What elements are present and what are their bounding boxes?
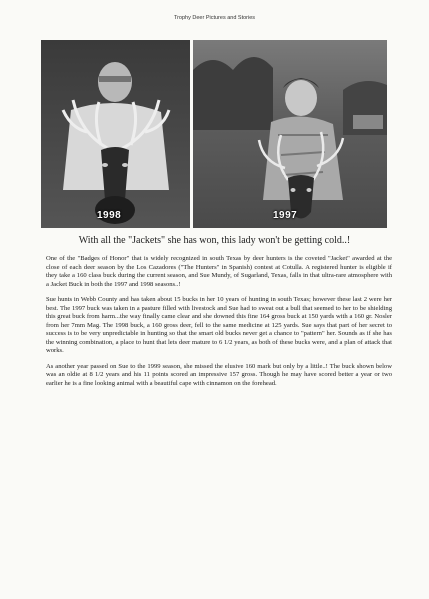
- paragraph: Sue hunts in Webb County and has taken about 15 bucks in her 10 years of hunting in south Texas; however these last 2 were her best. The 1997 buck was taken in a pasture filled with livestock and Sue had to sweat out a bull that seemed to her to be shielding this great buck from harm...the way finally came clear and she downed this fine 164 gross buck at 150 yards with a 160 gr. Nosler from her 7mm Mag. The 1998 buck, a 160 gross deer, fell to the same medicine at 125 yards. Sue says that part of her secret to success is to be very unpredictable in hunting so that the smart old bucks never get a chance to "pattern" her. Sounds as if she has the winning combination, a place to hunt that lets deer mature to 6 1/2 years, as both of these bucks were, and a plan of attack that works.: [46, 296, 392, 354]
- photo-year-label: 1997: [273, 210, 298, 221]
- paragraph: One of the "Badges of Honor" that is widely recognized in south Texas by deer hunters is the coveted "Jacket" awarded at the close of each deer season by the Los Cazadores ("The Hunters" in Spanish) contest at Cotulla. A registered hunter is eligible if they take a 160 class buck during the current season, and Sue Mundy, of Sugarland, Texas, falls in that ultra-rare atmosphere with a Jacket Buck in both the 1997 and 1998 seasons..!: [46, 255, 392, 288]
- photo-1998-image: [41, 40, 190, 228]
- photo-1997-image: [193, 40, 387, 228]
- paragraph: As another year passed on Sue to the 1999 season, she missed the elusive 160 mark but only by a little..! The buck shown below was an oldie at 8 1/2 years and his 11 points scored an impressive 157 gross. Though he may have scored better a year or two earlier he is a fine looking animal with a beautiful cape with cinnamon on the forehead.: [46, 362, 392, 387]
- photo-1997: [193, 40, 387, 228]
- photo-row: [41, 40, 387, 228]
- photo-1998: [41, 40, 190, 228]
- photo-caption: With all the "Jackets" she has won, this lady won't be getting cold..!: [78, 235, 351, 246]
- photo-year-label: 1998: [97, 210, 122, 221]
- page-header: Trophy Deer Pictures and Stories: [173, 15, 256, 21]
- article-body: [46, 255, 392, 395]
